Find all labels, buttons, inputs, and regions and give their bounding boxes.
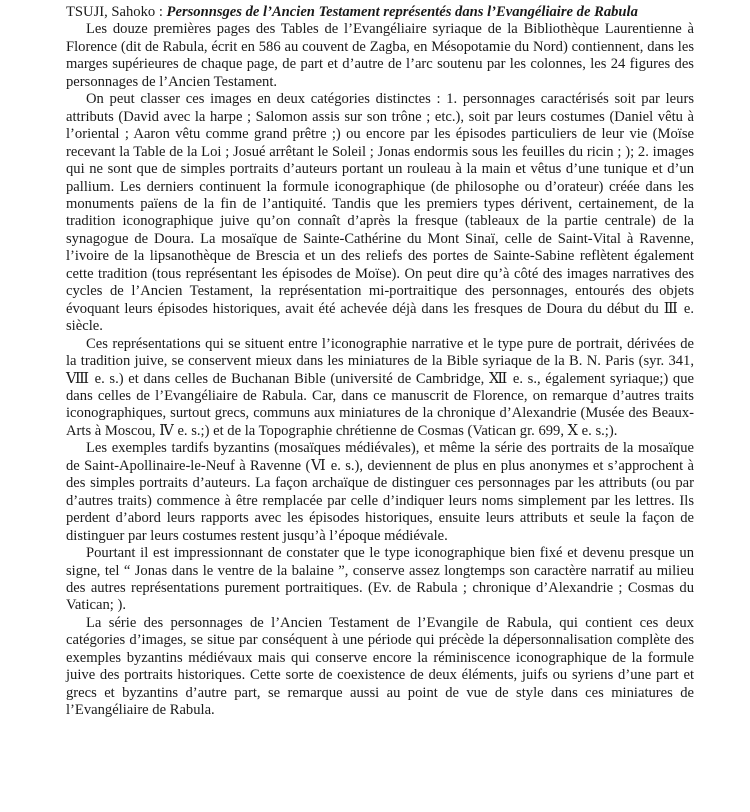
author-name: TSUJI, Sahoko : <box>66 4 167 20</box>
paragraph-2: On peut classer ces images en deux catégories distinctes : 1. personnages caractérisés soit par leurs attributs (David avec la harpe ; Salomon assis sur son trône ; etc.), soit par leurs costumes (Daniel vêtu à l’oriental ; Aaron vêtu comme grand prêtre ;) ou encore par les épisodes particuliers de leur vie (Moïse recevant la Table de la Loi ; Josué arrêtant le Soleil ; Jonas endormis sous les feuilles du ricin ; ); 2. images qui ne sont que de simples portraits d’auteurs portant un rouleau à la main et vêtus d’une tunique et d’un pallium. Les derniers continuent la formule iconographique (de philosophe ou d’orateur) créée dans les monuments païens de la fin de l’antiquité. Tandis que les premiers types dérivent, certainement, de la tradition iconographique juive qu’on connaît d’après la fresque (tableaux de la partie centrale) de la synagogue de Doura. La mosaïque de Sainte-Cathérine du Mont Sinaï, celle de Saint-Vital à Ravenne, l’ivoire de la lipsanothèque de Brescia et un des reliefs des portes de Sainte-Sabine reflètent également cette tradition (tous représentant les épisodes de Moïse). On peut dire qu’à côté des images narratives des cycles de l’Ancien Testament, la représentation mi-portraitique des personnages, entourés des objets évoquant leurs épisodes historiques, avait été achevée déjà dans les fresques de Doura du début du Ⅲ e. siècle. <box>66 91 694 335</box>
article-heading <box>60 4 694 21</box>
paragraph-1: Les douze premières pages des Tables de l’Evangéliaire syriaque de la Bibliothèque Laurentienne à Florence (dit de Rabula, écrit en 586 au couvent de Zagba, en Mésopotamie du Nord) contiennent, dans les marges supérieures de chaque page, de part et d’autre de l’arc soutenu par les colonnes, les 24 figures des personnages de l’Ancien Testament. <box>66 21 694 90</box>
article-title: Personnsges de l’Ancien Testament représentés dans l’Evangéliaire de Rabula <box>166 4 638 20</box>
paragraph-6: La série des personnages de l’Ancien Testament de l’Evangile de Rabula, qui contient ces deux catégories d’images, se situe par conséquent à une période qui précède la dépersonnalisation complète des exemples byzantins médiévaux mais qui conserve encore la réminiscence iconographique de la formule juive des portraits historiques. Cette sorte de coexistence de deux éléments, juifs ou syriens d’une part et grecs et byzantins d’autre part, se remarque aussi au point de vue de style dans ces miniatures de l’Evangéliaire de Rabula. <box>66 614 694 719</box>
paragraph-5: Pourtant il est impressionnant de constater que le type iconographique bien fixé et devenu presque un signe, tel “ Jonas dans le ventre de la balaine ”, conserve assez longtemps son caractère narratif au milieu des autres représentations purement portraitiques. (Ev. de Rabula ; chronique d’Alexandrie ; Cosmas du Vatican; ). <box>66 545 694 614</box>
paragraph-3: Ces représentations qui se situent entre l’iconographie narrative et le type pure de portrait, dérivées de la tradition juive, se conservent mieux dans les miniatures de la Bible syriaque de la B. N. Paris (syr. 341, Ⅷ e. s.) et dans celles de Buchanan Bible (université de Cambridge, Ⅻ e. s., également syriaque;) que dans celles de l’Evangéliaire de Rabula. Car, dans ce manuscrit de Florence, on remarque d’autres traits iconographiques, surtout grecs, communs aux miniatures de la chronique d’Alexandrie (Musée des Beaux-Arts à Moscou, Ⅳ e. s.;) et de la Topographie chrétienne de Cosmas (Vatican gr. 699, Ⅹ e. s.;). <box>66 335 694 439</box>
paragraph-4: Les exemples tardifs byzantins (mosaïques médiévales), et même la série des portraits de la mosaïque de Saint-Apollinaire-le-Neuf à Ravenne (Ⅵ e. s.), deviennent de plus en plus anonymes et s’approchent à des simples portraits d’auteurs. La façon archaïque de distinguer ces personnages par les attributs (ou par d’autres traits) commence à être remplacée par celle d’indiquer leurs noms simplement par les lettres. Ils perdent d’abord leurs rapports avec les épisodes historiques, ensuite leurs attributs et seule la façon de distinguer par leurs costumes restent jusqu’à l’époque médiévale. <box>66 440 694 544</box>
